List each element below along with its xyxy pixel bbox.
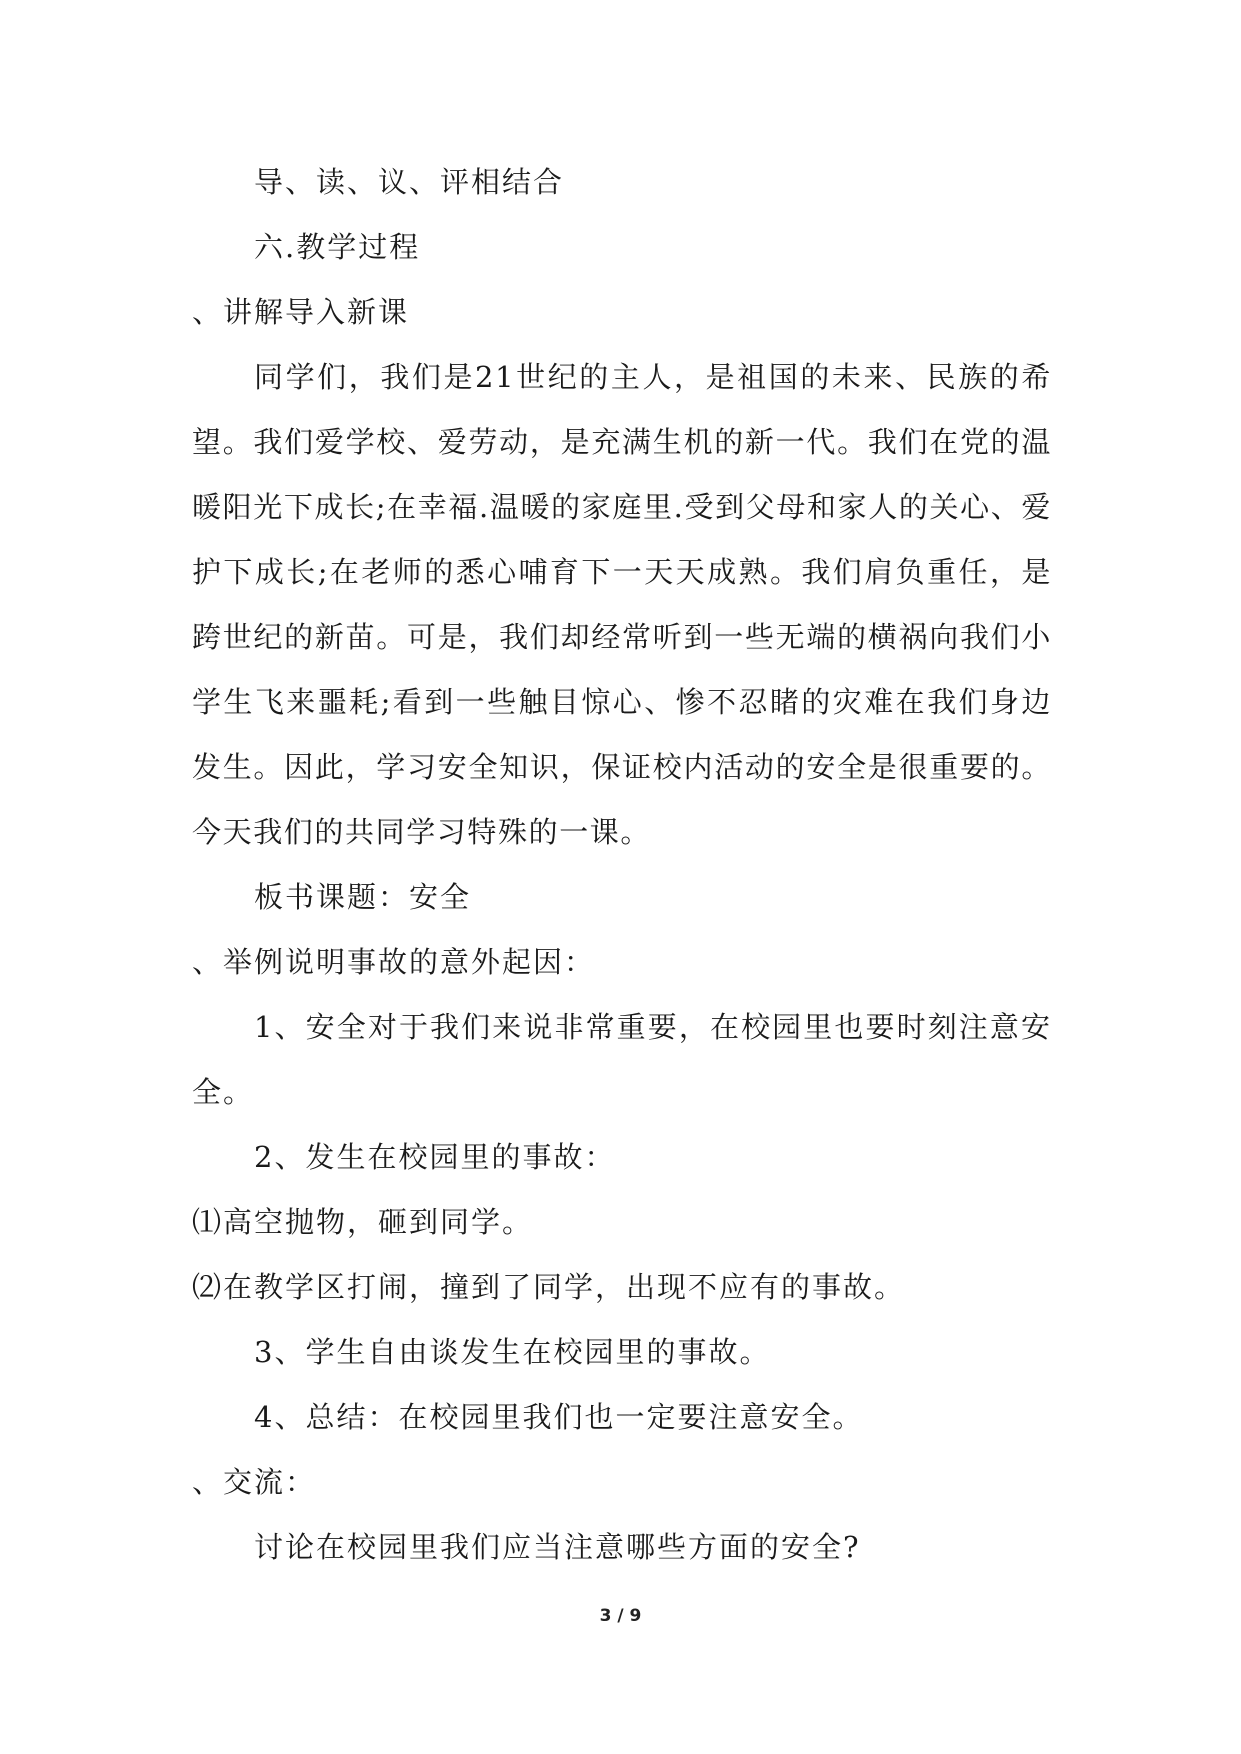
section-heading-intro: 、讲解导入新课: [192, 295, 410, 329]
item-3-line: 3、学生自由谈发生在校园里的事故。: [254, 1335, 771, 1369]
sub-item-2-line: ⑵在教学区打闹，撞到了同学，出现不应有的事故。: [192, 1270, 906, 1304]
sub-item-1-line: ⑴高空抛物，砸到同学。: [192, 1205, 534, 1239]
blackboard-title-line: 板书课题：安全: [254, 880, 472, 914]
section-heading-examples: 、举例说明事故的意外起因：: [192, 945, 596, 979]
item-2-line: 2、发生在校园里的事故：: [254, 1140, 616, 1174]
section-heading-exchange: 、交流：: [192, 1465, 317, 1499]
intro-paragraph: 同学们，我们是21世纪的主人，是祖国的未来、民族的希望。我们爱学校、爱劳动，是充满生机的新一代。我们在党的温暖阳光下成长;在幸福.温暖的家庭里.受到父母和家人的关心、爱护下成长;在老师的悉心哺育下一天天成熟。我们肩负重任，是跨世纪的新苗。可是，我们却经常听到一些无端的横祸向我们小学生飞来噩耗;看到一些触目惊心、惨不忍睹的灾难在我们身边发生。因此，学习安全知识，保证校内活动的安全是很重要的。今天我们的共同学习特殊的一课。: [192, 360, 1052, 849]
page-number: 3 / 9: [599, 1606, 642, 1626]
item-1-paragraph: 1、安全对于我们来说非常重要，在校园里也要时刻注意安全。: [192, 1010, 1052, 1109]
section-heading-teaching-process: 六.教学过程: [254, 230, 421, 264]
item-4-line: 4、总结：在校园里我们也一定要注意安全。: [254, 1400, 864, 1434]
teaching-method-line: 导、读、议、评相结合: [254, 165, 565, 199]
page-content: [192, 150, 1052, 1580]
discussion-line: 讨论在校园里我们应当注意哪些方面的安全?: [254, 1530, 861, 1564]
